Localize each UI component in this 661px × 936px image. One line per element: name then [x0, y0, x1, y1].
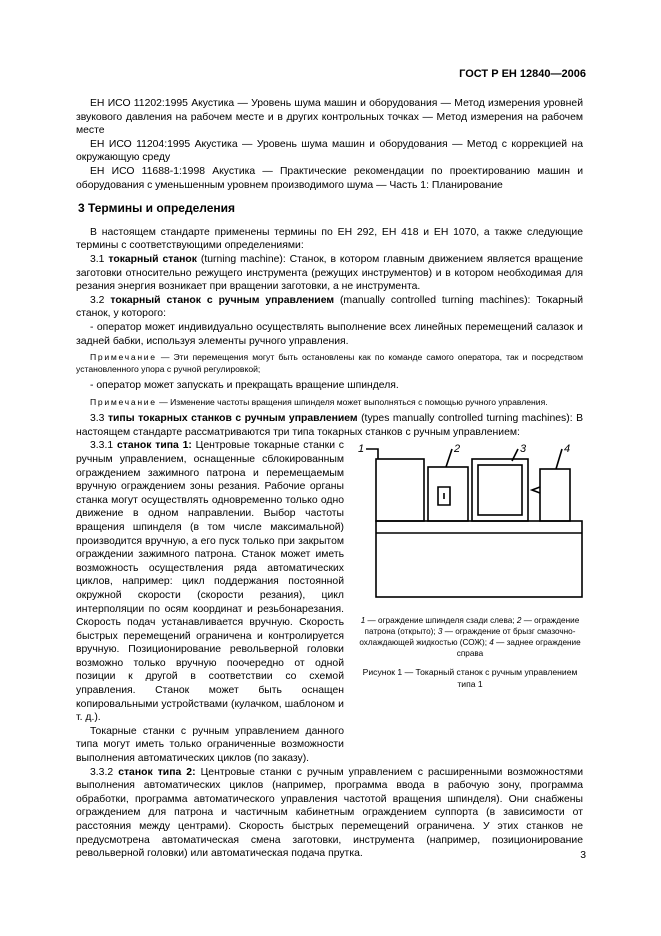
section-3-3-1-text — [76, 439, 344, 765]
note-2 — [76, 397, 583, 409]
term-name: токарный станок с ручным управлением — [110, 294, 335, 306]
legend-text: — заднее ограждение справа — [456, 638, 581, 659]
term-number: 3.3.2 — [90, 766, 114, 778]
tailstock-center — [532, 487, 540, 493]
term-number: 3.3 — [90, 413, 105, 425]
section-intro: В настоящем стандарте применены термины по ЕН 292, ЕН 418 и ЕН 1070, а также следующие термины с соответствующими определениями: — [76, 226, 583, 252]
figure-label-2: 2 — [454, 443, 461, 456]
section-3-3-1 — [76, 439, 583, 765]
tailstock-guard — [540, 469, 570, 521]
term-3-3-1 — [76, 439, 344, 724]
list-item-spindle: - оператор может запускать и прекращать вращение шпинделя. — [90, 380, 399, 392]
section-title: 3 Термины и определения — [78, 201, 236, 216]
leader-line-1 — [366, 449, 378, 459]
figure-label-4: 4 — [564, 443, 571, 456]
reference-iso-11688: ЕН ИСО 11688-1:1998 Акустика — Практические рекомендации по проектированию машин и оборудования с уменьшенным уровнем производимого шума — Часть 1: Планирование — [76, 165, 583, 191]
term-name: станок типа 2: — [118, 766, 196, 778]
term-name: станок типа 1: — [116, 440, 192, 452]
chuck-guard — [428, 467, 468, 521]
figure-1 — [354, 443, 586, 690]
term-number: 3.2 — [90, 294, 105, 306]
document-body — [76, 97, 583, 861]
term-3-1 — [76, 253, 583, 294]
reference-iso-11204: ЕН ИСО 11204:1995 Акустика — Уровень шума машин и оборудования — Метод с коррекцией на окружающую среду — [76, 138, 583, 164]
term-definition: Центровые станки с ручным управлением с расширенными возможностями выполнения автоматических циклов (например, программа ввода в рабочую зону, программа обработки, программа автоматического управления частотой вращения шпинделя). Они снабжены ограждением для патрона и частичным кабинетным ограждением суппорта (в зависимости от расстояния между центрами). Скорость быстрых перемещений ограничена. У этих станков не предусмотрена автоматическая смена заготовки, инструмента (например, позиционирование револьверной головки) или автоматическая подача прутка. — [76, 766, 583, 860]
leader-line-2 — [446, 449, 452, 467]
note-1 — [76, 352, 583, 375]
figure-caption: Рисунок 1 — Токарный станок с ручным управлением типа 1 — [362, 667, 578, 689]
note-label: Примечание — [90, 352, 157, 363]
document-header: ГОСТ Р ЕН 12840—2006 — [459, 68, 586, 80]
page-number: 3 — [580, 850, 586, 861]
legend-number: 3 — [437, 627, 443, 637]
term-definition: (types manually controlled turning machines): В настоящем стандарте рассматриваются три типа токарных станков с ручным управлением: — [76, 413, 583, 438]
term-3-2 — [76, 294, 583, 321]
term-number: 3.3.1 — [90, 440, 114, 452]
splash-guard-window — [478, 465, 522, 515]
term-definition: (turning machine): Станок, в котором главным движением является вращение заготовки относительно режущего инструмента (режущих инструментов) и в котором необходимая для резания энергия возникает при вращении заготовки, а не инструмента. — [76, 253, 583, 293]
headstock-guard — [376, 459, 424, 521]
figure-label-1: 1 — [358, 443, 365, 456]
figure-legend — [354, 615, 586, 659]
figure-label-3: 3 — [520, 443, 527, 456]
term-definition: (manually controlled turning machines): Токарный станок, у которого: — [76, 294, 584, 320]
term-definition: Центровые токарные станки с ручным управлением, оснащенные сблокированным ограждением зажимного патрона и перемещаемым вручную ограждением зоны резания. Рабочие органы станка могут осуществлять одновременно только одно движение в одном направлении. Выбор частоты вращения шпинделя (в том числе максимальной) производится вручную, а его пуск только при закрытом ограждении зажимного патрона. Станок может иметь возможность осуществления ряда автоматических циклов, например: цикл поддержания постоянной окружной скорости (скорости резания), цикл интерполяции по осям координат и резьбонарезания. Скорость подач устанавливается вручную. Скорость быстрых перемещений ограничена и контролируется вручную. Позиционирование револьверной головки возможно только вручную поочередно от одной позиции к другой в соответствии со схемой управления. Станок может быть оснащен копировальными устройствами (кулачком, шаблоном и т. д.). — [76, 440, 345, 724]
leader-line-4 — [556, 449, 562, 469]
chuck — [438, 487, 450, 505]
term-number: 3.1 — [90, 253, 105, 265]
legend-text: — ограждение от брызг смазочно-охлаждающей жидкостью (СОЖ); — [359, 627, 576, 648]
splash-guard — [472, 459, 528, 521]
note-text: — Изменение частоты вращения шпинделя может выполняться с помощью ручного управления. — [156, 396, 548, 407]
reference-iso-11202: ЕН ИСО 11202:1995 Акустика — Уровень шума машин и оборудования — Метод измерения уровней звукового давления на рабочем месте и в других контрольных точках — Метод измерения на рабочем месте — [76, 98, 583, 137]
note-label: Примечание — [90, 396, 157, 407]
list-item-movements: - оператор может индивидуально осуществлять выполнение всех линейных перемещений салазок и задней бабки, используя элементы ручного управления. — [76, 321, 583, 347]
term-3-3-2 — [76, 766, 583, 861]
lathe-diagram — [354, 443, 586, 611]
term-name: типы токарных станков с ручным управлением — [107, 413, 358, 425]
term-3-3 — [76, 412, 583, 439]
legend-number: 4 — [489, 638, 494, 648]
term-name: токарный станок — [108, 253, 197, 265]
legend-text: — ограждение патрона (открыто); — [364, 616, 580, 637]
legend-number: 1 — [360, 616, 366, 626]
legend-text: — ограждение шпинделя сзади слева; — [365, 616, 517, 626]
legend-number: 2 — [516, 616, 522, 626]
note-text: — Эти перемещения могут быть остановлены как по команде самого оператора, так и посредством установленного упора с ручной регулировкой; — [76, 352, 583, 374]
term-3-3-1-continuation: Токарные станки с ручным управлением данного типа могут иметь только ограниченные возможности выполнения автоматических циклов (по заказу). — [76, 725, 344, 765]
